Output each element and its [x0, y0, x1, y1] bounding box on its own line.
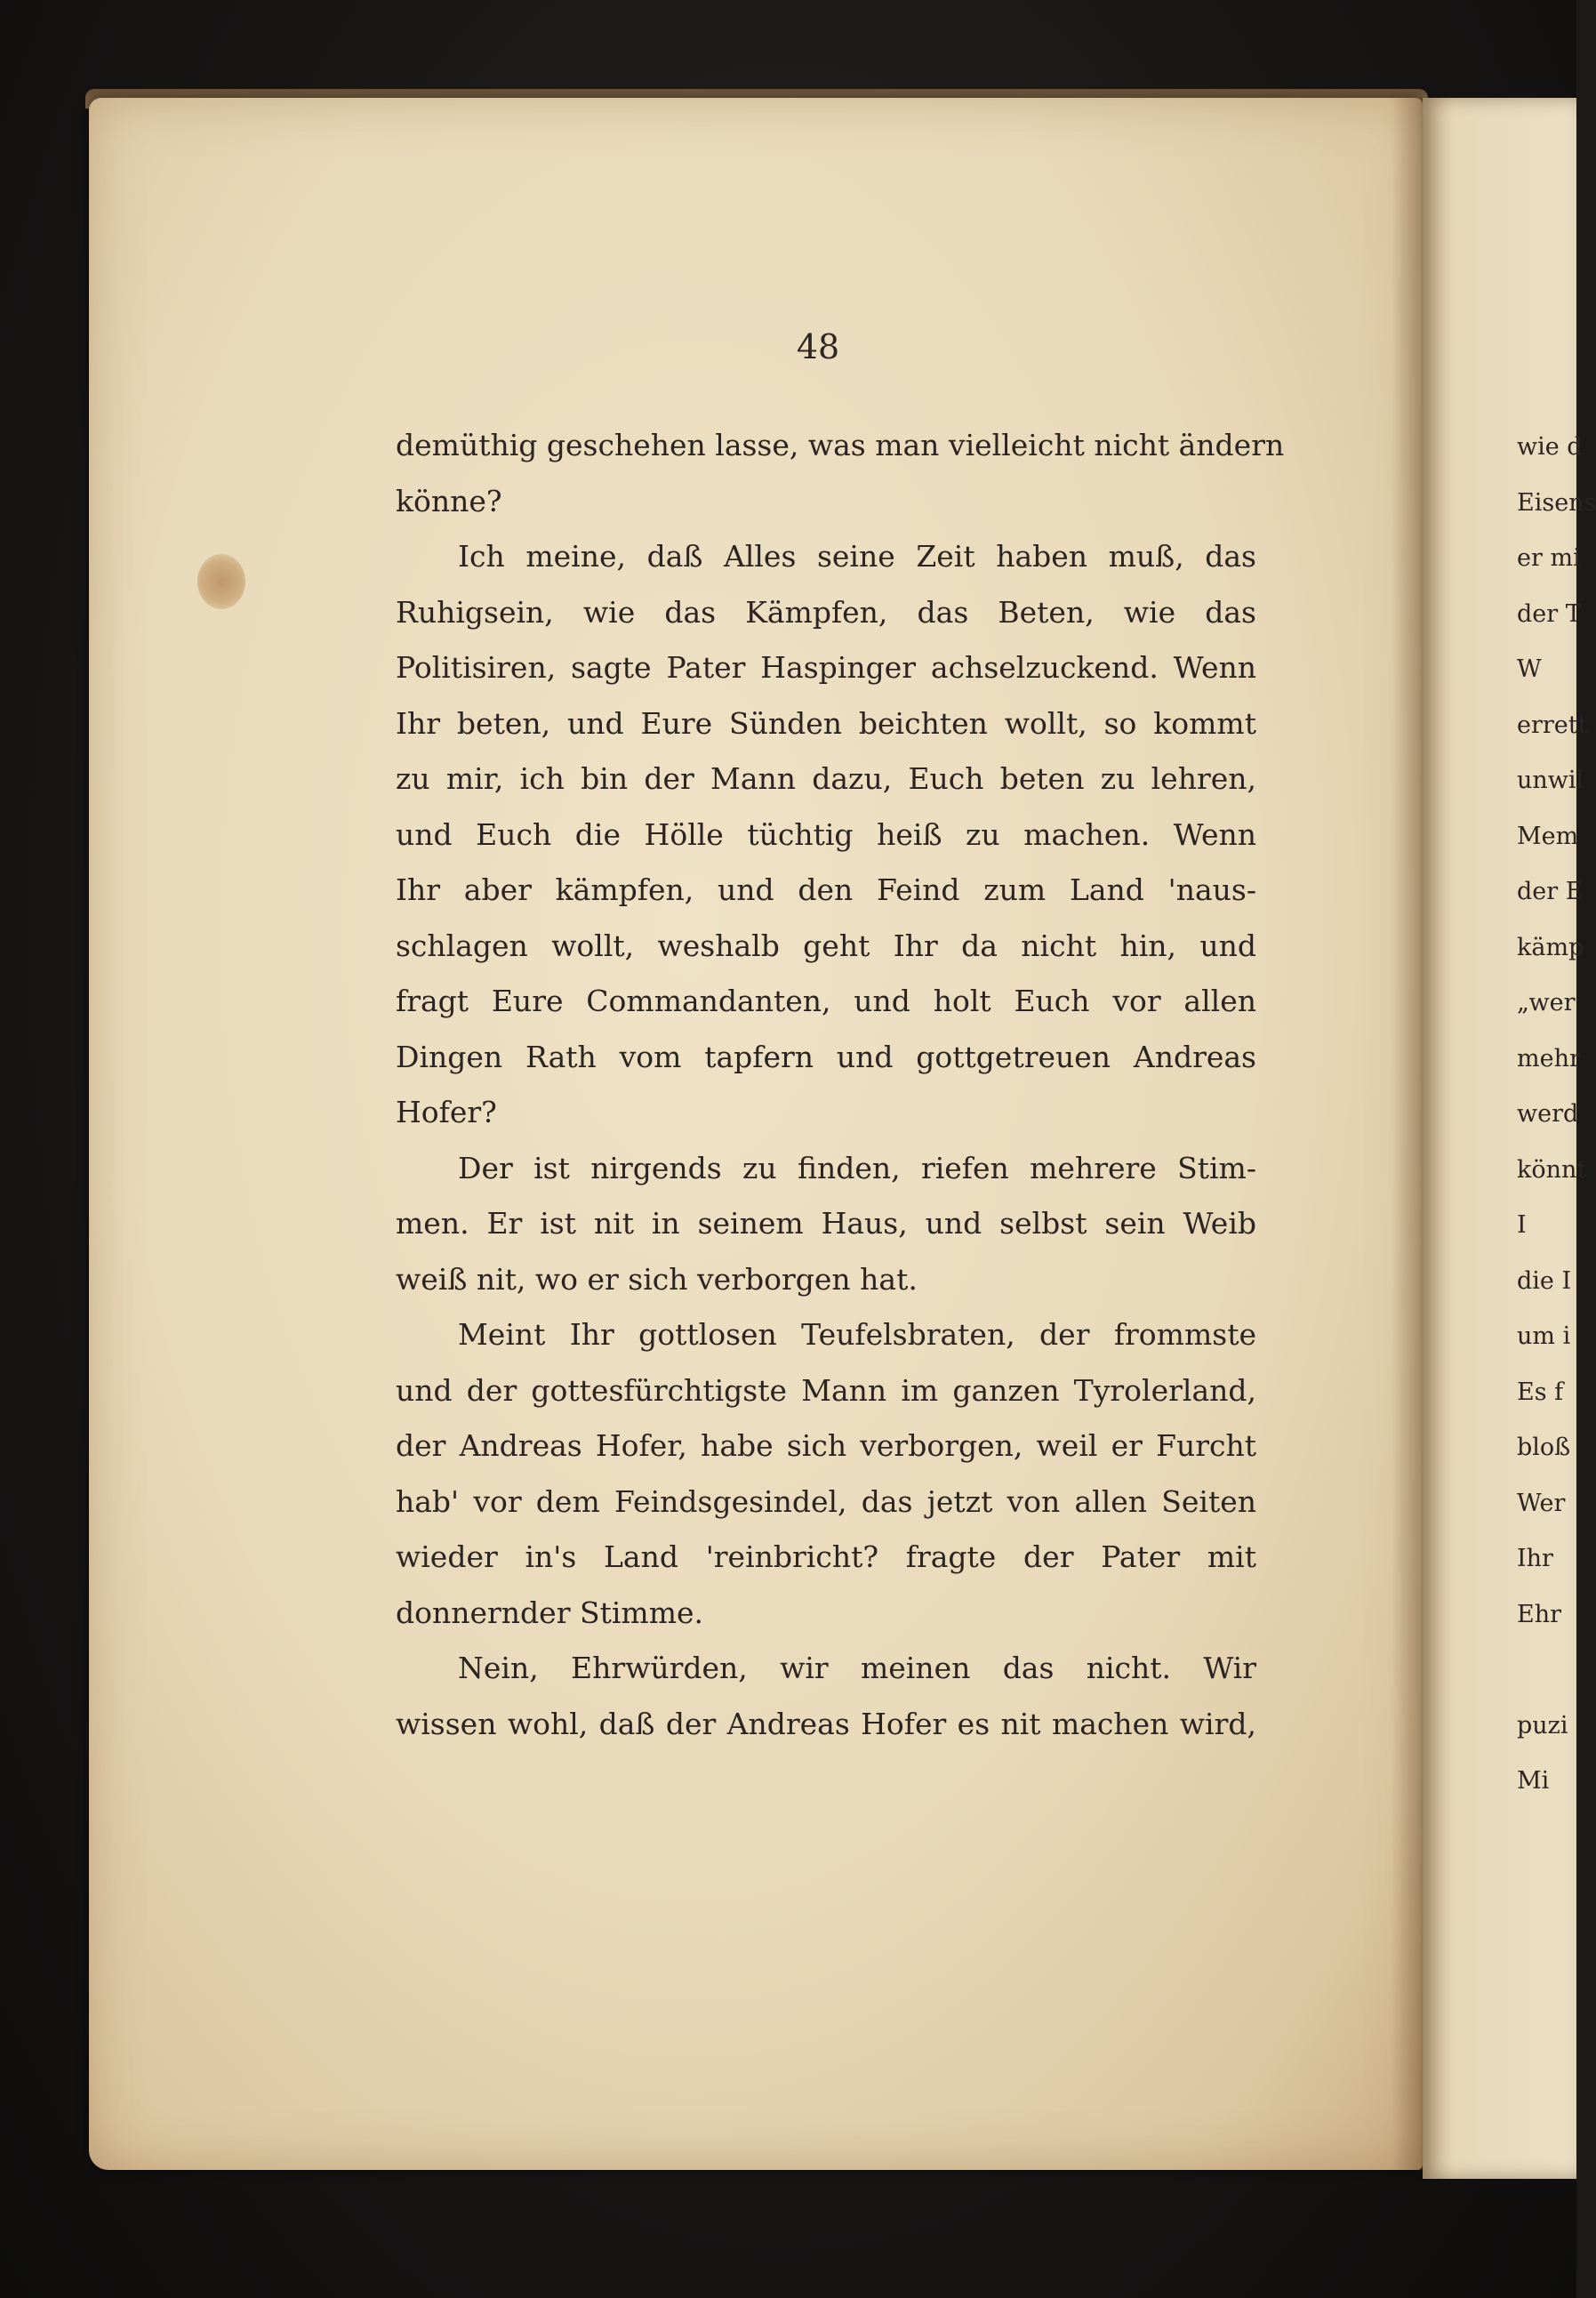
right-page-line: I — [1517, 1211, 1527, 1239]
text-line: Meint Ihr gottlosen Teufelsbraten, der frommste — [458, 1317, 1256, 1352]
right-page-line: der E — [1517, 878, 1584, 905]
right-page-line: kämp — [1517, 933, 1584, 961]
right-page-line: errett — [1517, 711, 1588, 739]
right-page-line: Ehr — [1517, 1600, 1562, 1628]
right-page-line: mehr — [1517, 1044, 1581, 1073]
text-line: wieder in's Land 'reinbricht? fragte der Pater mit — [396, 1539, 1256, 1574]
text-line: Der ist nirgends zu finden, riefen mehrere Stim- — [458, 1150, 1256, 1185]
right-page-line: er mi — [1517, 544, 1581, 572]
right-page-line: werd — [1517, 1100, 1579, 1128]
right-page-line: wie d — [1517, 433, 1583, 461]
text-line: Politisiren, sagte Pater Haspinger achselzuckend. Wenn — [396, 650, 1256, 685]
right-page-line: Mem — [1517, 822, 1579, 850]
right-page-line: Eisens — [1517, 488, 1596, 517]
text-line: men. Er ist nit in seinem Haus, und selbst sein Weib — [396, 1206, 1256, 1241]
right-page-line: „wer — [1517, 989, 1576, 1016]
paper-stain — [197, 554, 245, 609]
text-line: Ich meine, daß Alles seine Zeit haben muß, das — [458, 539, 1256, 574]
right-page-line: Es f — [1517, 1378, 1564, 1406]
text-line: Ihr beten, und Eure Sünden beichten wollt, so kommt — [396, 705, 1256, 741]
right-page-line: W — [1517, 655, 1542, 683]
right-page-line: unwil — [1517, 767, 1584, 794]
text-line: demüthig geschehen lasse, was man vielleicht nicht ändern — [396, 428, 1285, 462]
text-line: könne? — [396, 483, 502, 518]
right-page-line: bloß — [1517, 1434, 1571, 1461]
right-page-line: puzi — [1517, 1711, 1568, 1740]
right-page-line: Ihr — [1517, 1545, 1553, 1572]
text-line: und Euch die Hölle tüchtig heiß zu machen. Wenn — [396, 816, 1256, 852]
text-line: der Andreas Hofer, habe sich verborgen, weil er Furcht — [396, 1428, 1256, 1463]
text-line: Dingen Rath vom tapfern und gottgetreuen Andreas — [396, 1039, 1256, 1074]
right-page-line — [1517, 1643, 1576, 1699]
text-line: Hofer? — [396, 1095, 497, 1129]
text-line: schlagen wollt, weshalb geht Ihr da nicht hin, und — [396, 928, 1256, 963]
right-page-line: um i — [1517, 1322, 1571, 1350]
right-page-text-fragment — [1517, 420, 1596, 1810]
page-number: 48 — [796, 327, 840, 366]
text-line: Ruhigsein, wie das Kämpfen, das Beten, wie das — [396, 594, 1256, 630]
right-page-line: der T — [1517, 599, 1582, 628]
text-line: wissen wohl, daß der Andreas Hofer es nit machen wird, — [396, 1706, 1256, 1741]
right-page-line: Wer — [1517, 1489, 1566, 1517]
text-line: weiß nit, wo er sich verborgen hat. — [396, 1261, 918, 1297]
right-page-line: Mi — [1517, 1767, 1550, 1795]
text-line: Nein, Ehrwürden, wir meinen das nicht. Wir — [458, 1651, 1256, 1685]
right-page-line: die I — [1517, 1266, 1572, 1295]
text-line: zu mir, ich bin der Mann dazu, Euch beten zu lehren, — [396, 761, 1256, 796]
text-line: fragt Eure Commandanten, und holt Euch vor allen — [396, 984, 1256, 1018]
body-text — [396, 418, 1285, 1752]
right-page-line: könnt — [1517, 1155, 1587, 1184]
text-line: Ihr aber kämpfen, und den Feind zum Land 'naus- — [396, 872, 1256, 907]
text-line: donnernder Stimme. — [396, 1595, 704, 1630]
text-line: und der gottesfürchtigste Mann im ganzen Tyrolerland, — [396, 1372, 1256, 1408]
text-line: hab' vor dem Feindsgesindel, das jetzt von allen Seiten — [396, 1483, 1256, 1519]
